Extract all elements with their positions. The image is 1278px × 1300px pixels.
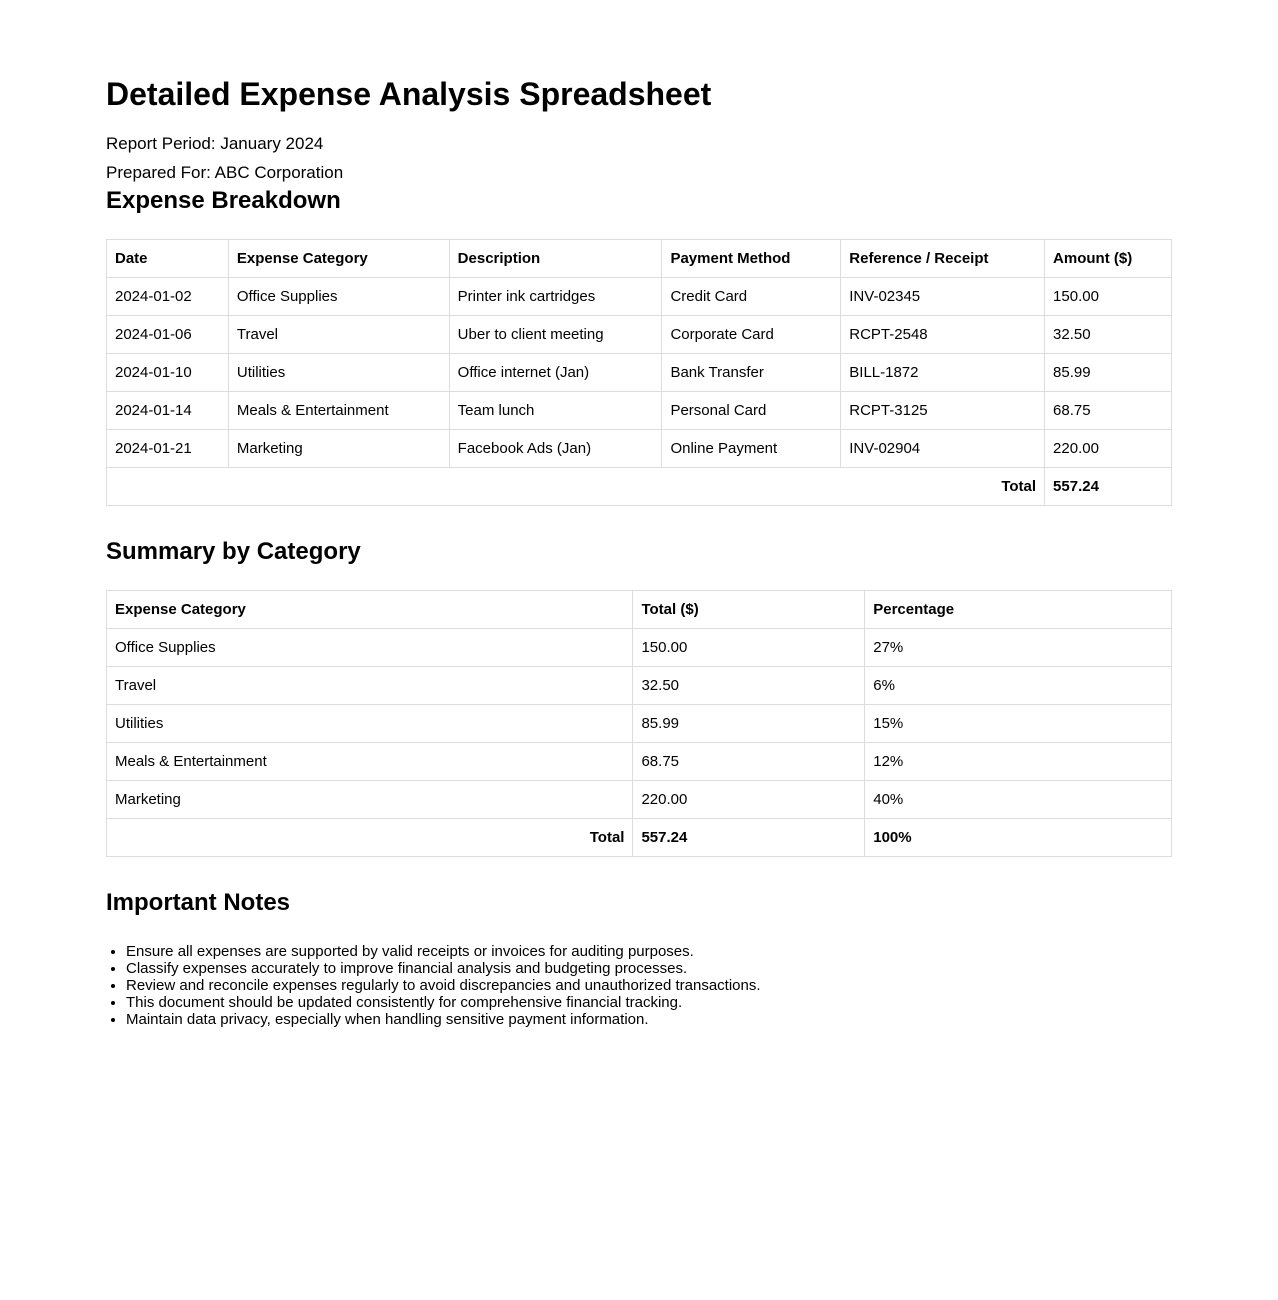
total-amount: 557.24: [633, 819, 865, 857]
prepared-for: Prepared For: ABC Corporation: [106, 163, 344, 182]
document-page: [106, 0, 1172, 1028]
total-cell: 32.50: [633, 667, 865, 705]
expense-breakdown-heading: Expense Breakdown: [106, 187, 341, 214]
amount-cell: 150.00: [1045, 278, 1172, 316]
notes-list: [106, 943, 1172, 1028]
date-cell: 2024-01-02: [107, 278, 229, 316]
description-cell: Office internet (Jan): [449, 354, 662, 392]
table-row: [107, 316, 1172, 354]
total-cell: 150.00: [633, 629, 865, 667]
total-label: Total: [107, 819, 633, 857]
expense-breakdown-table: [106, 239, 1172, 506]
table-row: [107, 354, 1172, 392]
list-item: • Review and reconcile expenses regularly to avoid discrepancies and unauthorized transactions.: [126, 977, 1172, 994]
payment-method-cell: Online Payment: [662, 430, 841, 468]
column-header: Description: [449, 240, 662, 278]
page-title: Detailed Expense Analysis Spreadsheet: [106, 76, 712, 112]
table-row: [107, 629, 1172, 667]
summary-table: [106, 590, 1172, 857]
reference-cell: BILL-1872: [841, 354, 1045, 392]
description-cell: Team lunch: [449, 392, 662, 430]
amount-cell: 68.75: [1045, 392, 1172, 430]
column-header: Expense Category: [228, 240, 449, 278]
list-item: • Classify expenses accurately to improve financial analysis and budgeting processes.: [126, 960, 1172, 977]
date-cell: 2024-01-10: [107, 354, 229, 392]
total-cell: 85.99: [633, 705, 865, 743]
list-item: • Ensure all expenses are supported by valid receipts or invoices for auditing purposes.: [126, 943, 1172, 960]
percentage-cell: 6%: [865, 667, 1172, 705]
payment-method-cell: Credit Card: [662, 278, 841, 316]
table-row: [107, 667, 1172, 705]
reference-cell: RCPT-2548: [841, 316, 1045, 354]
column-header: Payment Method: [662, 240, 841, 278]
category-cell: Office Supplies: [107, 629, 633, 667]
table-row: [107, 743, 1172, 781]
total-row: [107, 468, 1172, 506]
category-cell: Meals & Entertainment: [228, 392, 449, 430]
list-item: • Maintain data privacy, especially when handling sensitive payment information.: [126, 1011, 1172, 1028]
column-header: Total ($): [633, 591, 865, 629]
table-header-row: [107, 591, 1172, 629]
table-row: [107, 705, 1172, 743]
column-header: Date: [107, 240, 229, 278]
percentage-cell: 40%: [865, 781, 1172, 819]
description-cell: Facebook Ads (Jan): [449, 430, 662, 468]
reference-cell: RCPT-3125: [841, 392, 1045, 430]
table-row: [107, 392, 1172, 430]
payment-method-cell: Bank Transfer: [662, 354, 841, 392]
reference-cell: INV-02904: [841, 430, 1045, 468]
date-cell: 2024-01-14: [107, 392, 229, 430]
date-cell: 2024-01-06: [107, 316, 229, 354]
amount-cell: 220.00: [1045, 430, 1172, 468]
category-cell: Marketing: [107, 781, 633, 819]
total-label: Total: [107, 468, 1045, 506]
table-header-row: [107, 240, 1172, 278]
percentage-cell: 12%: [865, 743, 1172, 781]
reference-cell: INV-02345: [841, 278, 1045, 316]
report-period: Report Period: January 2024: [106, 134, 324, 153]
payment-method-cell: Corporate Card: [662, 316, 841, 354]
category-cell: Marketing: [228, 430, 449, 468]
description-cell: Printer ink cartridges: [449, 278, 662, 316]
total-amount: 557.24: [1045, 468, 1172, 506]
important-notes-heading: Important Notes: [106, 889, 291, 916]
category-cell: Meals & Entertainment: [107, 743, 633, 781]
category-cell: Utilities: [228, 354, 449, 392]
percentage-cell: 15%: [865, 705, 1172, 743]
column-header: Reference / Receipt: [841, 240, 1045, 278]
category-cell: Utilities: [107, 705, 633, 743]
amount-cell: 32.50: [1045, 316, 1172, 354]
description-cell: Uber to client meeting: [449, 316, 662, 354]
category-cell: Travel: [107, 667, 633, 705]
total-cell: 220.00: [633, 781, 865, 819]
total-percentage: 100%: [865, 819, 1172, 857]
category-cell: Travel: [228, 316, 449, 354]
list-item: • This document should be updated consistently for comprehensive financial tracking.: [126, 994, 1172, 1011]
amount-cell: 85.99: [1045, 354, 1172, 392]
table-row: [107, 781, 1172, 819]
percentage-cell: 27%: [865, 629, 1172, 667]
table-row: [107, 278, 1172, 316]
total-cell: 68.75: [633, 743, 865, 781]
date-cell: 2024-01-21: [107, 430, 229, 468]
total-row: [107, 819, 1172, 857]
column-header: Percentage: [865, 591, 1172, 629]
column-header: Expense Category: [107, 591, 633, 629]
summary-by-category-heading: Summary by Category: [106, 538, 361, 565]
payment-method-cell: Personal Card: [662, 392, 841, 430]
column-header: Amount ($): [1045, 240, 1172, 278]
table-row: [107, 430, 1172, 468]
category-cell: Office Supplies: [228, 278, 449, 316]
